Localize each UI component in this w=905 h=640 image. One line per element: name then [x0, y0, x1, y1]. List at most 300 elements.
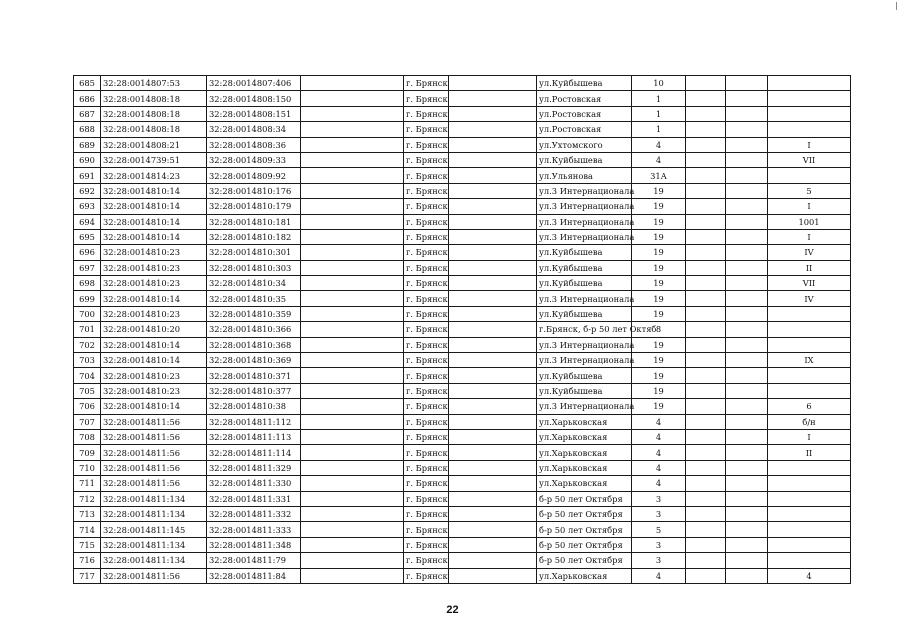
empty-cell [301, 214, 404, 229]
row-number: 694 [74, 214, 101, 229]
row-number: 685 [74, 76, 101, 91]
street-cell: ул.3 Интернационала [537, 291, 632, 306]
quarter-cadastral-number: 32:28:0014739:51 [101, 152, 207, 167]
row-number: 698 [74, 276, 101, 291]
empty-cell [301, 414, 404, 429]
quarter-cadastral-number: 32:28:0014810:14 [101, 214, 207, 229]
empty-cell [726, 260, 768, 275]
empty-cell [686, 306, 726, 321]
empty-cell [686, 276, 726, 291]
cadastral-number: 32:28:0014809:33 [207, 152, 301, 167]
apartment-cell [768, 76, 851, 91]
quarter-cadastral-number: 32:28:0014811:56 [101, 429, 207, 444]
city-cell: г. Брянск [404, 399, 449, 414]
city-cell: г. Брянск [404, 460, 449, 475]
house-number: 19 [632, 306, 686, 321]
empty-cell [449, 76, 537, 91]
quarter-cadastral-number: 32:28:0014814:23 [101, 168, 207, 183]
house-number: 19 [632, 337, 686, 352]
empty-cell [449, 245, 537, 260]
street-cell: ул.Куйбышева [537, 152, 632, 167]
street-cell: б-р 50 лет Октября [537, 522, 632, 537]
street-cell: ул.Харьковская [537, 414, 632, 429]
empty-cell [301, 306, 404, 321]
empty-cell [686, 429, 726, 444]
house-number: 4 [632, 137, 686, 152]
empty-cell [301, 76, 404, 91]
empty-cell [686, 199, 726, 214]
house-number: 10 [632, 76, 686, 91]
empty-cell [449, 306, 537, 321]
empty-cell [301, 183, 404, 198]
house-number: 4 [632, 568, 686, 583]
table-row [74, 353, 851, 368]
table-row [74, 214, 851, 229]
cadastral-number: 32:28:0014808:150 [207, 91, 301, 106]
apartment-cell: I [768, 199, 851, 214]
empty-cell [449, 445, 537, 460]
empty-cell [726, 399, 768, 414]
cadastral-number: 32:28:0014811:112 [207, 414, 301, 429]
row-number: 702 [74, 337, 101, 352]
quarter-cadastral-number: 32:28:0014810:14 [101, 229, 207, 244]
house-number: 19 [632, 199, 686, 214]
quarter-cadastral-number: 32:28:0014810:23 [101, 368, 207, 383]
city-cell: г. Брянск [404, 306, 449, 321]
row-number: 714 [74, 522, 101, 537]
empty-cell [686, 491, 726, 506]
table-row [74, 276, 851, 291]
empty-cell [686, 183, 726, 198]
empty-cell [301, 476, 404, 491]
empty-cell [686, 460, 726, 475]
apartment-cell: 6 [768, 399, 851, 414]
apartment-cell: 5 [768, 183, 851, 198]
apartment-cell: I [768, 137, 851, 152]
empty-cell [301, 106, 404, 121]
row-number: 701 [74, 322, 101, 337]
empty-cell [726, 152, 768, 167]
quarter-cadastral-number: 32:28:0014810:14 [101, 353, 207, 368]
apartment-cell [768, 306, 851, 321]
apartment-cell [768, 553, 851, 568]
city-cell: г. Брянск [404, 506, 449, 521]
table-row [74, 460, 851, 475]
row-number: 689 [74, 137, 101, 152]
cadastral-number: 32:28:0014811:333 [207, 522, 301, 537]
cadastral-number: 32:28:0014809:92 [207, 168, 301, 183]
cadastral-number: 32:28:0014808:34 [207, 122, 301, 137]
city-cell: г. Брянск [404, 137, 449, 152]
row-number: 695 [74, 229, 101, 244]
cadastral-number: 32:28:0014810:34 [207, 276, 301, 291]
apartment-cell: I [768, 229, 851, 244]
row-number: 700 [74, 306, 101, 321]
empty-cell [301, 276, 404, 291]
empty-cell [686, 337, 726, 352]
table-row [74, 91, 851, 106]
row-number: 710 [74, 460, 101, 475]
empty-cell [301, 168, 404, 183]
cadastral-number: 32:28:0014811:330 [207, 476, 301, 491]
house-number: 19 [632, 260, 686, 275]
city-cell: г. Брянск [404, 214, 449, 229]
empty-cell [726, 291, 768, 306]
empty-cell [301, 229, 404, 244]
apartment-cell [768, 368, 851, 383]
table-row [74, 76, 851, 91]
house-number: 1 [632, 106, 686, 121]
quarter-cadastral-number: 32:28:0014811:134 [101, 491, 207, 506]
city-cell: г. Брянск [404, 368, 449, 383]
cadastral-number: 32:28:0014810:368 [207, 337, 301, 352]
empty-cell [449, 199, 537, 214]
cadastral-number: 32:28:0014810:181 [207, 214, 301, 229]
empty-cell [686, 445, 726, 460]
quarter-cadastral-number: 32:28:0014808:18 [101, 122, 207, 137]
cadastral-number: 32:28:0014811:329 [207, 460, 301, 475]
table-row [74, 122, 851, 137]
row-number: 709 [74, 445, 101, 460]
row-number: 706 [74, 399, 101, 414]
quarter-cadastral-number: 32:28:0014811:56 [101, 414, 207, 429]
city-cell: г. Брянск [404, 245, 449, 260]
empty-cell [726, 353, 768, 368]
quarter-cadastral-number: 32:28:0014808:18 [101, 91, 207, 106]
empty-cell [301, 245, 404, 260]
cadastral-number: 32:28:0014811:79 [207, 553, 301, 568]
empty-cell [449, 229, 537, 244]
empty-cell [686, 106, 726, 121]
cadastral-number: 32:28:0014810:179 [207, 199, 301, 214]
table-body [74, 76, 851, 584]
apartment-cell: б/н [768, 414, 851, 429]
table-row [74, 383, 851, 398]
house-number: 19 [632, 383, 686, 398]
street-cell: ул.3 Интернационала [537, 399, 632, 414]
city-cell: г. Брянск [404, 414, 449, 429]
empty-cell [686, 383, 726, 398]
table-row [74, 152, 851, 167]
row-number: 693 [74, 199, 101, 214]
row-number: 707 [74, 414, 101, 429]
empty-cell [301, 522, 404, 537]
empty-cell [449, 106, 537, 121]
empty-cell [686, 76, 726, 91]
house-number: 5 [632, 522, 686, 537]
street-cell: ул.Куйбышева [537, 260, 632, 275]
empty-cell [726, 76, 768, 91]
empty-cell [301, 537, 404, 552]
empty-cell [726, 414, 768, 429]
empty-cell [686, 229, 726, 244]
empty-cell [449, 568, 537, 583]
cadastral-number: 32:28:0014810:303 [207, 260, 301, 275]
empty-cell [449, 214, 537, 229]
empty-cell [726, 245, 768, 260]
empty-cell [726, 445, 768, 460]
empty-cell [726, 276, 768, 291]
empty-cell [449, 276, 537, 291]
house-number: 19 [632, 214, 686, 229]
table-row [74, 106, 851, 121]
quarter-cadastral-number: 32:28:0014810:23 [101, 245, 207, 260]
row-number: 715 [74, 537, 101, 552]
house-number: 3 [632, 553, 686, 568]
empty-cell [726, 537, 768, 552]
quarter-cadastral-number: 32:28:0014811:56 [101, 568, 207, 583]
cadastral-number: 32:28:0014810:301 [207, 245, 301, 260]
cadastral-number: 32:28:0014810:369 [207, 353, 301, 368]
house-number: 19 [632, 353, 686, 368]
empty-cell [686, 353, 726, 368]
house-number: 3 [632, 537, 686, 552]
quarter-cadastral-number: 32:28:0014810:14 [101, 183, 207, 198]
empty-cell [726, 337, 768, 352]
empty-cell [686, 91, 726, 106]
street-cell: ул.Харьковская [537, 429, 632, 444]
house-number: 3 [632, 491, 686, 506]
empty-cell [686, 322, 726, 337]
row-number: 716 [74, 553, 101, 568]
empty-cell [686, 168, 726, 183]
row-number: 712 [74, 491, 101, 506]
cadastral-number: 32:28:0014810:377 [207, 383, 301, 398]
empty-cell [726, 460, 768, 475]
empty-cell [726, 137, 768, 152]
empty-cell [726, 168, 768, 183]
house-number: 4 [632, 460, 686, 475]
apartment-cell [768, 383, 851, 398]
city-cell: г. Брянск [404, 568, 449, 583]
apartment-cell [768, 522, 851, 537]
row-number: 691 [74, 168, 101, 183]
street-cell: б-р 50 лет Октября [537, 491, 632, 506]
quarter-cadastral-number: 32:28:0014811:134 [101, 506, 207, 521]
cadastral-number: 32:28:0014810:176 [207, 183, 301, 198]
house-number: 1 [632, 91, 686, 106]
empty-cell [726, 229, 768, 244]
empty-cell [726, 368, 768, 383]
street-cell: ул.3 Интернационала [537, 337, 632, 352]
house-number: 3 [632, 506, 686, 521]
row-number: 708 [74, 429, 101, 444]
quarter-cadastral-number: 32:28:0014810:23 [101, 276, 207, 291]
house-number: 19 [632, 245, 686, 260]
house-number: 4 [632, 476, 686, 491]
house-number: 19 [632, 183, 686, 198]
city-cell: г. Брянск [404, 322, 449, 337]
quarter-cadastral-number: 32:28:0014811:134 [101, 553, 207, 568]
row-number: 690 [74, 152, 101, 167]
empty-cell [301, 152, 404, 167]
cadastral-number: 32:28:0014810:182 [207, 229, 301, 244]
city-cell: г. Брянск [404, 229, 449, 244]
apartment-cell [768, 168, 851, 183]
empty-cell [726, 322, 768, 337]
cadastral-number: 32:28:0014811:332 [207, 506, 301, 521]
row-number: 717 [74, 568, 101, 583]
row-number: 696 [74, 245, 101, 260]
quarter-cadastral-number: 32:28:0014811:145 [101, 522, 207, 537]
empty-cell [301, 91, 404, 106]
cadastral-number: 32:28:0014811:114 [207, 445, 301, 460]
table-row [74, 476, 851, 491]
empty-cell [449, 476, 537, 491]
street-cell: ул.3 Интернационала [537, 183, 632, 198]
table-row [74, 229, 851, 244]
apartment-cell [768, 506, 851, 521]
empty-cell [726, 306, 768, 321]
empty-cell [726, 199, 768, 214]
house-number: 4 [632, 445, 686, 460]
city-cell: г. Брянск [404, 337, 449, 352]
table-row [74, 399, 851, 414]
empty-cell [301, 568, 404, 583]
row-number: 687 [74, 106, 101, 121]
city-cell: г. Брянск [404, 476, 449, 491]
empty-cell [686, 214, 726, 229]
street-cell: ул.3 Интернационала [537, 214, 632, 229]
cadastral-number: 32:28:0014808:36 [207, 137, 301, 152]
table-row [74, 306, 851, 321]
empty-cell [686, 522, 726, 537]
house-number: 19 [632, 229, 686, 244]
empty-cell [301, 506, 404, 521]
empty-cell [686, 476, 726, 491]
house-number: 19 [632, 399, 686, 414]
house-number: 4 [632, 414, 686, 429]
street-cell: ул.3 Интернационала [537, 229, 632, 244]
house-number: 31А [632, 168, 686, 183]
apartment-cell [768, 91, 851, 106]
empty-cell [449, 491, 537, 506]
apartment-cell: IV [768, 291, 851, 306]
quarter-cadastral-number: 32:28:0014811:134 [101, 537, 207, 552]
empty-cell [449, 383, 537, 398]
quarter-cadastral-number: 32:28:0014810:23 [101, 260, 207, 275]
empty-cell [449, 260, 537, 275]
table-row [74, 553, 851, 568]
empty-cell [726, 183, 768, 198]
empty-cell [301, 368, 404, 383]
empty-cell [449, 368, 537, 383]
street-cell: ул.Куйбышева [537, 368, 632, 383]
quarter-cadastral-number: 32:28:0014810:14 [101, 337, 207, 352]
empty-cell [449, 460, 537, 475]
city-cell: г. Брянск [404, 353, 449, 368]
empty-cell [686, 291, 726, 306]
quarter-cadastral-number: 32:28:0014811:56 [101, 476, 207, 491]
cadastral-number: 32:28:0014811:84 [207, 568, 301, 583]
street-cell: ул.Куйбышева [537, 383, 632, 398]
empty-cell [726, 476, 768, 491]
apartment-cell [768, 122, 851, 137]
row-number: 692 [74, 183, 101, 198]
empty-cell [686, 245, 726, 260]
empty-cell [726, 522, 768, 537]
street-cell: ул.Ухтомского [537, 137, 632, 152]
city-cell: г. Брянск [404, 291, 449, 306]
empty-cell [726, 506, 768, 521]
empty-cell [449, 137, 537, 152]
empty-cell [301, 553, 404, 568]
row-number: 713 [74, 506, 101, 521]
empty-cell [686, 553, 726, 568]
city-cell: г. Брянск [404, 152, 449, 167]
street-cell: ул.Харьковская [537, 568, 632, 583]
registry-table [73, 75, 851, 584]
empty-cell [301, 260, 404, 275]
apartment-cell [768, 322, 851, 337]
empty-cell [449, 414, 537, 429]
apartment-cell [768, 476, 851, 491]
cadastral-number: 32:28:0014811:113 [207, 429, 301, 444]
city-cell: г. Брянск [404, 199, 449, 214]
street-cell: ул.Харьковская [537, 460, 632, 475]
street-cell: б-р 50 лет Октября [537, 553, 632, 568]
house-number: 8 [632, 322, 686, 337]
quarter-cadastral-number: 32:28:0014811:56 [101, 460, 207, 475]
table-row [74, 429, 851, 444]
empty-cell [301, 322, 404, 337]
empty-cell [686, 506, 726, 521]
quarter-cadastral-number: 32:28:0014808:21 [101, 137, 207, 152]
house-number: 19 [632, 291, 686, 306]
table-row [74, 199, 851, 214]
table-row [74, 337, 851, 352]
table-row [74, 537, 851, 552]
empty-cell [726, 553, 768, 568]
apartment-cell: II [768, 445, 851, 460]
empty-cell [301, 491, 404, 506]
empty-cell [686, 537, 726, 552]
street-cell: ул.Ростовская [537, 122, 632, 137]
quarter-cadastral-number: 32:28:0014810:14 [101, 199, 207, 214]
row-number: 703 [74, 353, 101, 368]
cadastral-number: 32:28:0014808:151 [207, 106, 301, 121]
quarter-cadastral-number: 32:28:0014811:56 [101, 445, 207, 460]
city-cell: г. Брянск [404, 429, 449, 444]
table-row [74, 291, 851, 306]
city-cell: г. Брянск [404, 522, 449, 537]
empty-cell [686, 122, 726, 137]
quarter-cadastral-number: 32:28:0014810:14 [101, 291, 207, 306]
empty-cell [449, 353, 537, 368]
quarter-cadastral-number: 32:28:0014808:18 [101, 106, 207, 121]
empty-cell [686, 152, 726, 167]
empty-cell [449, 91, 537, 106]
empty-cell [301, 337, 404, 352]
city-cell: г. Брянск [404, 383, 449, 398]
apartment-cell [768, 537, 851, 552]
table-row [74, 183, 851, 198]
street-cell: ул.Ростовская [537, 106, 632, 121]
cadastral-number: 32:28:0014810:38 [207, 399, 301, 414]
street-cell: ул.3 Интернационала [537, 199, 632, 214]
empty-cell [449, 183, 537, 198]
street-cell: ул.Ростовская [537, 91, 632, 106]
quarter-cadastral-number: 32:28:0014810:23 [101, 383, 207, 398]
city-cell: г. Брянск [404, 76, 449, 91]
table-row [74, 414, 851, 429]
empty-cell [686, 414, 726, 429]
street-cell: б-р 50 лет Октября [537, 506, 632, 521]
empty-cell [301, 399, 404, 414]
cadastral-number: 32:28:0014810:366 [207, 322, 301, 337]
street-cell: ул.Куйбышева [537, 276, 632, 291]
apartment-cell: I [768, 429, 851, 444]
